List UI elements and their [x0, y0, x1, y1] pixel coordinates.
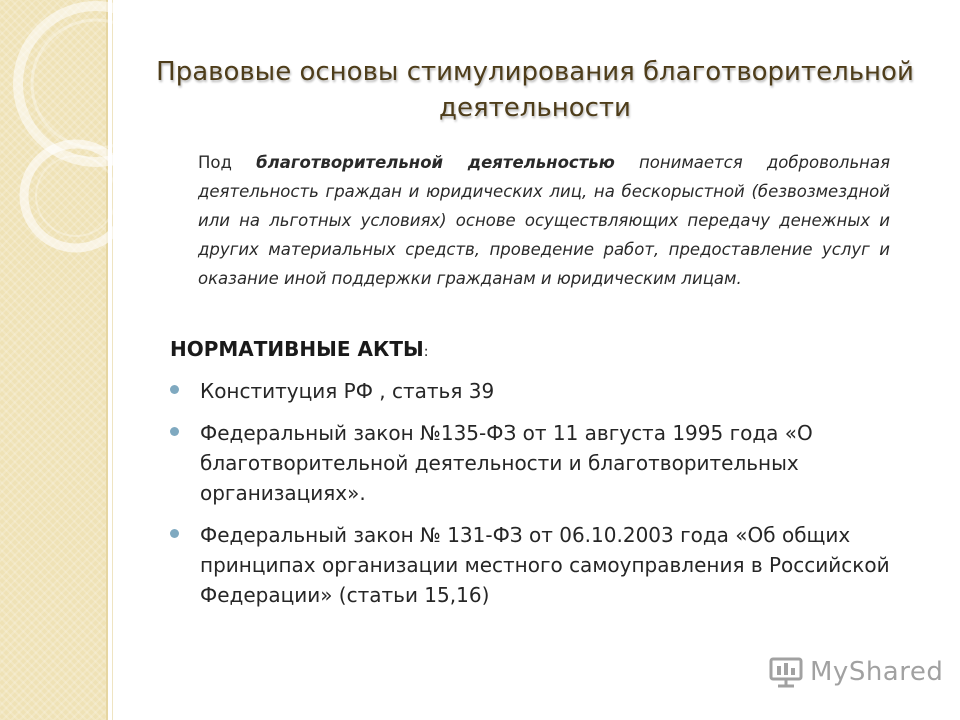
definition-text: понимается добровольная деятельность граждан и юридических лиц, на бескорыстной (безвозмездной или на льготных условиях) основе осуществляющих передачу денежных и других материальных средств, проведение работ, предоставление услуг и оказание иной поддержки гражданам и юридическим лицам.: [198, 153, 891, 288]
decorative-rings: [0, 0, 140, 320]
list-item: [168, 520, 908, 610]
list-item: [168, 418, 908, 508]
slide-title: Правовые основы стимулирования благотворительной деятельности: [156, 57, 914, 123]
deco-ring-small-inner: [36, 156, 116, 236]
watermark: [768, 656, 943, 688]
acts-heading: [170, 337, 428, 361]
acts-heading-colon: :: [423, 344, 429, 360]
deco-ring-inner: [32, 20, 140, 148]
presentation-icon: [768, 656, 804, 688]
act-text: Конституция РФ , статья 39: [200, 379, 495, 403]
list-item: [168, 376, 908, 406]
definition-term: благотворительной деятельностью: [256, 153, 615, 172]
definition-paragraph: [198, 148, 890, 293]
bullet-icon: [170, 385, 179, 394]
deco-ring-large: [18, 6, 140, 162]
act-text: Федеральный закон № 131-ФЗ от 06.10.2003 года «Об общих принципах организации местного самоуправления в Российской Федерации» (статьи 15,16): [200, 523, 890, 607]
definition-lead: Под: [198, 153, 232, 172]
bullet-icon: [170, 529, 179, 538]
acts-list: [168, 376, 908, 622]
watermark-text: MyShared: [810, 657, 944, 687]
acts-heading-label: НОРМАТИВНЫЕ АКТЫ: [170, 337, 424, 361]
act-text: Федеральный закон №135-ФЗ от 11 августа 1995 года «О благотворительной деятельности и благотворительных организациях».: [200, 421, 813, 505]
bullet-icon: [170, 427, 179, 436]
